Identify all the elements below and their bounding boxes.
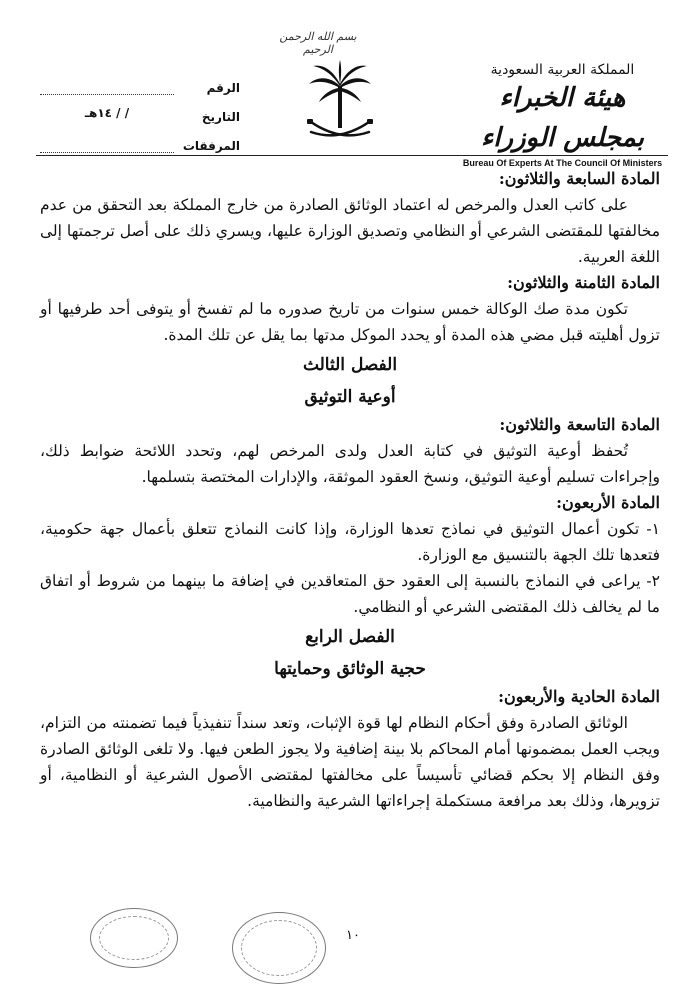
field-label: المرفقات xyxy=(182,139,240,153)
bureau-logo xyxy=(460,62,665,168)
date-value: / / ١٤هـ xyxy=(84,106,130,120)
attachments-field xyxy=(40,124,240,153)
item-text: تكون أعمال التوثيق في نماذج تعدها الوزارة، وإذا كانت النماذج تتعلق بأعمال جهة حكومية، فتعدها تلك الجهة بالتنسيق مع الوزارة. xyxy=(40,520,660,564)
article-39-text: تُحفظ أوعية التوثيق في كتابة العدل ولدى المرخص لهم، وتحدد اللائحة ضوابط ذلك، وإجراءات تسليم أوعية التوثيق، ونسخ العقود الموثقة، والإدارات المختصة بتسلمها. xyxy=(40,442,660,486)
article-40-heading: المادة الأربعون: xyxy=(556,493,660,512)
item-number: ٢- xyxy=(646,572,660,590)
article-40-item-2 xyxy=(40,568,660,620)
article-41-heading: المادة الحادية والأربعون: xyxy=(498,687,660,706)
item-text: يراعى في النماذج بالنسبة إلى العقود حق المتعاقدين في إضافة ما بينهما من شروط أو اتفاق ما لم يخالف ذلك المقتضى الشرعي أو النظامي. xyxy=(40,572,660,616)
chapter-4-subtitle: حجية الوثائق وحمايتها xyxy=(274,659,426,679)
reference-number-field xyxy=(40,66,240,95)
article-39-heading: المادة التاسعة والثلاثون: xyxy=(499,415,660,434)
article-37-text: على كاتب العدل والمرخص له اعتماد الوثائق الصادرة من خارج المملكة بعد التحقق من عدم مخالفتها للمقتضى الشرعي أو النظامي وتصديق الوزارة عليها، ويسري ذلك على أصل ترجمتها إلى اللغة العربية. xyxy=(40,196,660,266)
field-value-line xyxy=(40,138,174,153)
official-seal-stamp xyxy=(90,908,178,968)
page-number: ١٠ xyxy=(346,928,360,943)
chapter-3-title: الفصل الثالث xyxy=(302,355,398,375)
article-37-heading: المادة السابعة والثلاثون: xyxy=(498,169,660,188)
item-number: ١- xyxy=(646,520,660,538)
palm-and-swords-emblem-icon xyxy=(305,58,375,148)
basmala: بسم الله الرحمن الرحيم xyxy=(279,30,357,56)
article-38-text: تكون مدة صك الوكالة خمس سنوات من تاريخ صدوره ما لم تفسخ أو يتوفى أحد طرفيها أو تزول أهليته قبل مضي هذه المدة أو يحدد الموكل مدتها بما يقل عن تلك المدة. xyxy=(40,300,660,344)
field-value-line xyxy=(40,106,174,124)
document-body xyxy=(40,166,660,814)
field-value-line xyxy=(40,80,174,95)
article-38-heading: المادة الثامنة والثلاثون: xyxy=(507,273,660,292)
field-label: التاريخ xyxy=(201,110,240,124)
field-label: الرقم xyxy=(206,81,240,95)
date-field xyxy=(40,95,240,124)
reference-fields xyxy=(40,66,240,153)
bureau-name-arabic: هيئة الخبراء بمجلس الوزراء xyxy=(481,83,644,153)
chapter-3-subtitle: أوعية التوثيق xyxy=(304,387,396,407)
header-divider xyxy=(36,155,668,156)
official-seal-stamp xyxy=(232,912,326,984)
bureau-name-english: Bureau Of Experts At The Council Of Ministers xyxy=(462,158,663,168)
article-41-text: الوثائق الصادرة وفق أحكام النظام لها قوة الإثبات، وتعد سنداً تنفيذياً فيما تضمنته من التزام، ويجب العمل بمضمونها أمام المحاكم بلا بينة إضافية ولا يجوز الطعن فيها. ولا تلغى الوثائق الصادرة وفق النظام إلا بحكم قضائي تأسيساً على مخالفتها لمقتضى الأصول الشرعية أو النظامية، أو تزويرها، وذلك بعد مرافعة مستكملة إجراءاتها الشرعية والنظامية. xyxy=(40,714,660,810)
article-40-item-1 xyxy=(40,516,660,568)
chapter-4-title: الفصل الرابع xyxy=(305,627,395,647)
kingdom-name: المملكة العربية السعودية xyxy=(490,62,635,78)
